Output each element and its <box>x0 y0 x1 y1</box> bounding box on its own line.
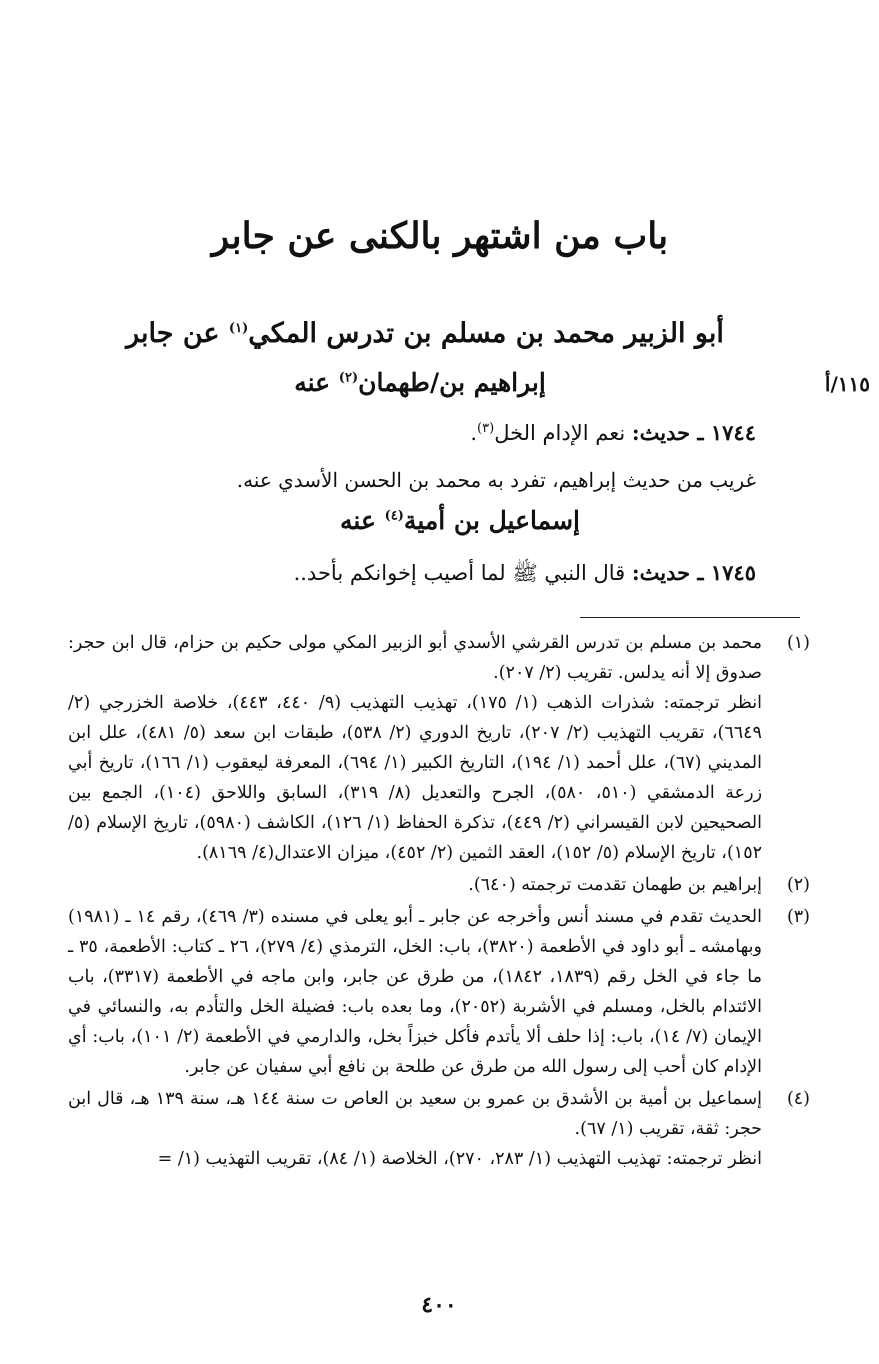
footnotes <box>68 628 810 1176</box>
hadith-end: . <box>470 421 478 445</box>
hadith-1745 <box>294 560 756 591</box>
footnote-separator <box>580 617 800 618</box>
footnote-number: (١) <box>786 633 810 653</box>
chapter-title: باب من اشتهر بالكنى عن جابر <box>211 215 669 257</box>
footnote-4 <box>68 1084 810 1174</box>
footnote-number: (٢) <box>786 875 810 895</box>
sub-narrator-heading-1 <box>200 368 640 397</box>
footnote-paragraph: إبراهيم بن طهمان تقدمت ترجمته (٦٤٠). <box>468 875 762 895</box>
footnote-number: (٤) <box>786 1089 810 1109</box>
narrator-heading-text: أبو الزبير محمد بن مسلم بن تدرس المكي <box>248 318 724 349</box>
footnote-1 <box>68 628 810 868</box>
sub-narrator-heading-text: إسماعيل بن أمية <box>403 506 580 535</box>
footnote-3 <box>68 902 810 1082</box>
footnote-ref: (٤) <box>384 508 404 524</box>
narrator-heading <box>120 318 730 349</box>
sub-narrator-heading-suffix: عنه <box>294 368 331 397</box>
hadith-text: نعم الإدام الخل <box>494 421 626 445</box>
narrator-heading-suffix: عن جابر <box>126 318 220 349</box>
footnote-ref: (٣) <box>477 421 495 436</box>
sub-narrator-heading-text: إبراهيم بن/طهمان <box>358 368 546 397</box>
hadith-number: ١٧٤٤ ـ حديث: <box>631 420 756 445</box>
footnote-ref: (٢) <box>338 370 359 386</box>
footnote-paragraph: انظر ترجمته: شذرات الذهب (١/ ١٧٥)، تهذيب التهذيب (٩/ ٤٤٠، ٤٤٣)، خلاصة الخزرجي (٢/ ٦٦٤٩)، تقريب التهذيب (٢/ ٢٠٧)، تاريخ الدوري (٢/ ٥٣٨)، طبقات ابن سعد (٥/ ٤٨١)، علل ابن المديني (٦٧)، علل أحمد (١/ ١٩٤)، التاريخ الكبير (١/ ٦٩٤)، المعرفة ليعقوب (١/ ١٦٦)، تاريخ أبي زرعة الدمشقي (٥١٠، ٥٨٠)، الجرح والتعديل (٨/ ٣١٩)، السابق واللاحق (١٠٤)، الجمع بين الصحيحين لابن القيسراني (٢/ ٤٤٩)، تذكرة الحفاظ (١/ ١٢٦)، الكاشف (٥٩٨٠)، تاريخ الإسلام (٥/ ١٥٢)، تاريخ الإسلام (٥/ ١٥٢)، العقد الثمين (٢/ ٤٥٢)، ميزان الاعتدال(٤/ ٨١٦٩). <box>68 693 763 863</box>
page-number: ٤٠٠ <box>421 1292 457 1318</box>
hadith-1744 <box>470 420 756 445</box>
footnote-paragraph: انظر ترجمته: تهذيب التهذيب (١/ ٢٨٣، ٢٧٠)، الخلاصة (١/ ٨٤)، تقريب التهذيب (١/ = <box>157 1149 762 1169</box>
footnote-number: (٣) <box>786 907 810 927</box>
footnote-paragraph: الحديث تقدم في مسند أنس وأخرجه عن جابر ـ أبو يعلى في مسنده (٣/ ٤٦٩)، رقم ١٤ ـ (١٩٨١) وبهامشه ـ أبو داود في الأطعمة (٣٨٢٠)، باب: الخل، الترمذي (٤/ ٢٧٩)، ٢٦ ـ كتاب: الأطعمة، ٣٥ ـ ما جاء في الخل رقم (١٨٣٩، ١٨٤٢)، من طرق عن جابر، وابن ماجه في الأطعمة (٣٣١٧)، باب الائتدام بالخل، ومسلم في الأشربة (٢٠٥٢)، وما بعده باب: فضيلة الخل والتأدم به، والنسائي في الإيمان (٧/ ١٤)، باب: إذا حلف ألا يأتدم فأكل خبزاً بخل، والدارمي في الأطعمة (٢/ ١٠١)، باب: أي الإدام كان أحب إلى رسول الله من طرق عن طلحة بن نافع أبي سفيان عن جابر. <box>68 907 763 1077</box>
footnote-2 <box>68 870 810 900</box>
hadith-text: قال النبي ﷺ لما أصيب إخوانكم بأحد.. <box>293 561 626 585</box>
sub-narrator-heading-2 <box>280 506 640 535</box>
hadith-number: ١٧٤٥ ـ حديث: <box>631 560 756 585</box>
footnote-paragraph: إسماعيل بن أمية بن الأشدق بن عمرو بن سعيد بن العاص ت سنة ١٤٤ هـ، سنة ١٣٩ هـ، قال ابن حجر: ثقة، تقريب (١/ ٦٧). <box>68 1089 762 1139</box>
manuscript-folio-ref: ١١٥/أ <box>824 372 870 396</box>
sub-narrator-heading-suffix: عنه <box>340 506 376 535</box>
footnote-paragraph: محمد بن مسلم بن تدرس القرشي الأسدي أبو الزبير المكي مولى حكيم بن حزام، قال ابن حجر: صدوق إلا أنه يدلس. تقريب (٢/ ٢٠٧). <box>68 633 762 683</box>
footnote-ref: (١) <box>228 321 249 336</box>
body-text-line: غريب من حديث إبراهيم، تفرد به محمد بن الحسن الأسدي عنه. <box>236 468 756 492</box>
